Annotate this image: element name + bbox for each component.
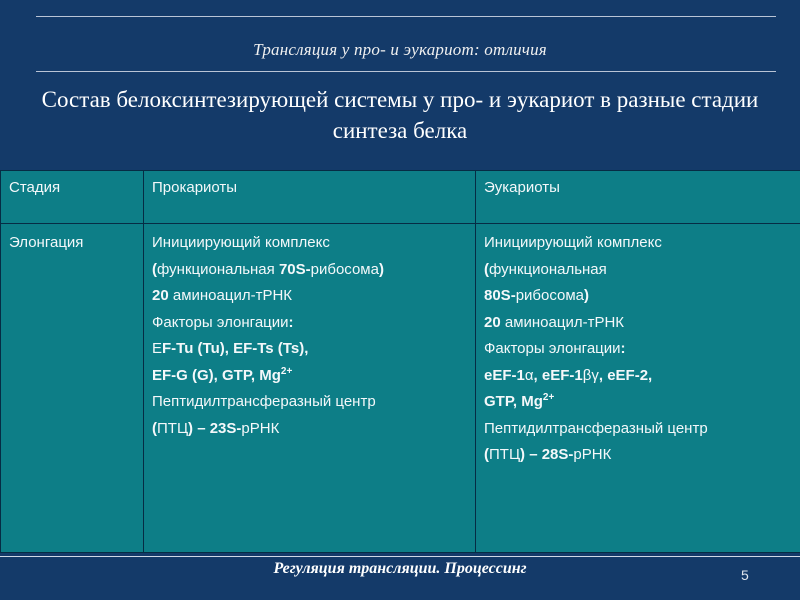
- prok-line-8-a: (: [152, 419, 157, 437]
- euk-line-5: [484, 336, 792, 363]
- euk-line-3-c: ): [584, 287, 590, 304]
- euk-line-9-b: ПТЦ: [489, 446, 521, 463]
- prok-line-8-d: рРНК: [241, 419, 280, 437]
- prok-line-2-b: функциональная: [157, 260, 279, 278]
- euk-line-1: Инициирующий комплекс: [484, 234, 662, 251]
- cell-prokaryotes: [144, 224, 476, 553]
- euk-line-9: [484, 442, 792, 469]
- euk-line-7-sup: 2+: [542, 392, 555, 403]
- prok-line-3-b: аминоацил-тРНК: [168, 287, 293, 304]
- prok-line-3-a: 20: [152, 287, 169, 304]
- euk-line-9-d: рРНК: [573, 446, 612, 463]
- prok-line-4-a: Факторы элонгации: [152, 313, 289, 331]
- euk-line-2: [484, 257, 792, 284]
- prok-line-2-e: ): [378, 260, 384, 278]
- prok-line-7: Пептидилтрансферазный центр: [152, 393, 376, 410]
- stage-label: Элонгация: [9, 234, 84, 251]
- prok-line-1: Инициирующий комплекс: [152, 234, 330, 251]
- euk-line-4: [484, 310, 792, 337]
- prok-line-5: [152, 336, 467, 363]
- euk-line-4-b: аминоацил-тРНК: [500, 313, 625, 331]
- euk-line-3: [484, 283, 792, 310]
- euk-line-2-b: функциональная: [489, 260, 607, 278]
- euk-line-3-b: рибосома: [515, 287, 585, 304]
- euk-line-6: [484, 363, 792, 390]
- header-eukaryotes: Эукариоты: [476, 171, 800, 224]
- top-divider: [36, 16, 776, 17]
- comparison-table: [0, 170, 800, 553]
- cell-stage: [1, 224, 144, 553]
- prok-line-2-a: (: [152, 260, 157, 278]
- euk-line-6-c: , eEF-1: [533, 366, 583, 384]
- euk-line-5-a: Факторы элонгации: [484, 340, 621, 357]
- euk-line-6-e: , eEF-2,: [598, 366, 653, 384]
- euk-line-4-a: 20: [484, 313, 501, 331]
- euk-line-5-b: :: [620, 340, 626, 357]
- prok-line-6: [152, 363, 467, 390]
- header-prokaryotes: Прокариоты: [144, 171, 476, 224]
- prok-line-5-b: F-Tu (Tu), EF-Ts (Ts),: [162, 340, 309, 357]
- euk-line-7-text: GTP, Mg: [484, 393, 543, 410]
- slide-subtitle: Трансляция у про- и эукариот: отличия: [253, 40, 547, 59]
- prok-line-2-d: рибосома: [310, 260, 379, 278]
- prok-line-2-c: 70S-: [278, 260, 311, 278]
- slide-title: Состав белоксинтезирующей системы у про- и эукариот в разные стадии синтеза белка: [41, 87, 759, 143]
- footer-title: Регуляция трансляции. Процессинг: [273, 560, 527, 577]
- prok-line-8: [152, 416, 467, 443]
- euk-line-7: [484, 389, 792, 416]
- prok-line-4-b: :: [288, 313, 294, 331]
- prok-line-6-text: EF-G (G), GTP, Mg: [152, 366, 281, 384]
- prok-line-6-sup: 2+: [280, 365, 293, 377]
- subtitle-divider: [36, 71, 776, 72]
- euk-line-6-d: βγ: [582, 366, 599, 384]
- prok-line-3: [152, 283, 467, 310]
- table-row: [1, 224, 800, 553]
- prok-line-8-b: ПТЦ: [157, 419, 189, 437]
- euk-line-9-a: (: [484, 446, 489, 463]
- prok-line-4: [152, 310, 467, 337]
- cell-eukaryotes: [476, 224, 800, 553]
- prok-line-2: [152, 257, 467, 284]
- prok-line-5-a: E: [152, 340, 163, 357]
- euk-line-6-a: eEF-1: [484, 366, 525, 384]
- header-stage: Стадия: [1, 171, 144, 224]
- euk-line-8: Пептидилтрансферазный центр: [484, 419, 708, 437]
- euk-line-3-a: 80S-: [484, 287, 516, 304]
- slide-number: 5: [741, 567, 749, 583]
- table-header-row: [1, 171, 800, 224]
- euk-line-6-b: α: [524, 366, 534, 384]
- footer-divider: [0, 556, 800, 557]
- euk-line-9-c: ) – 28S-: [520, 446, 574, 463]
- prok-line-8-c: ) – 23S-: [188, 419, 242, 437]
- euk-line-2-a: (: [484, 260, 489, 278]
